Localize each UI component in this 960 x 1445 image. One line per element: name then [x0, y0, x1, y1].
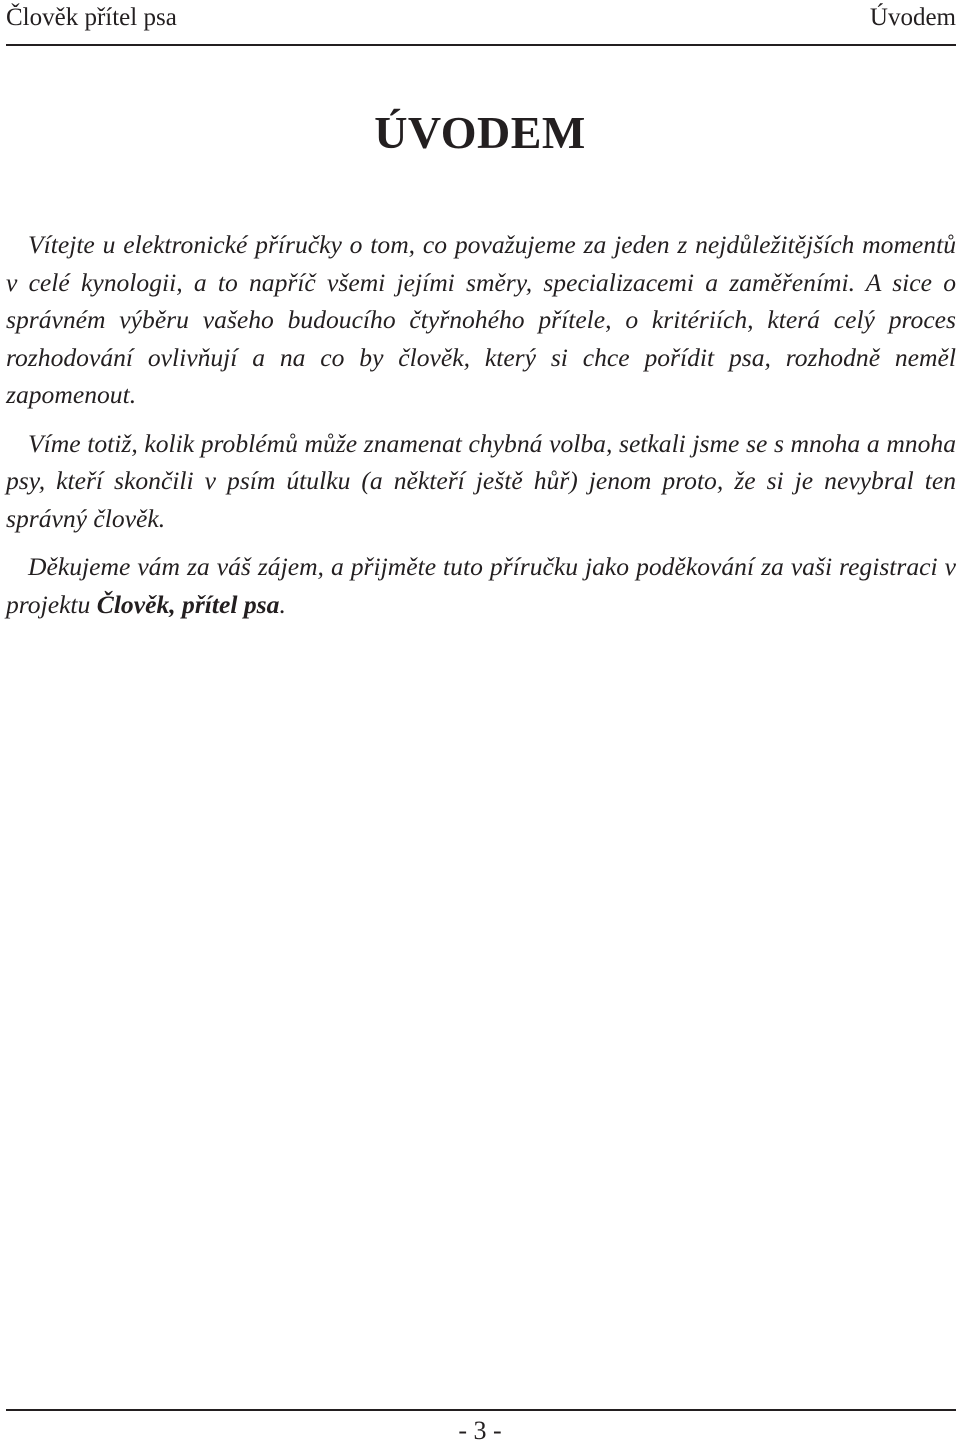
- thanks-text: Děkujeme vám za váš zájem, a přijměte tuto příručku jako poděkování za vaši registraci v projektu: [6, 552, 956, 619]
- chapter-title: ÚVODEM: [374, 107, 586, 158]
- page-number: - 3 -: [458, 1416, 502, 1445]
- paragraph-problems: Víme totiž, kolik problémů může znamenat chybná volba, setkali jsme se s mnoha a mnoha psy, kteří skončili v psím útulku (a někteří ještě hůř) jenom proto, že si je nevybral ten správný člověk.: [6, 428, 956, 533]
- header-book-title: Člověk přítel psa: [6, 4, 177, 31]
- paragraph-thanks: [6, 548, 956, 623]
- paragraph-intro: Vítejte u elektronické příručky o tom, co považujeme za jeden z nejdůležitějších momentů v celé kynologii, a to napříč všemi jejími směry, specializacemi a zaměřeními. A sice o správném výběru vašeho budoucího čtyřnohého přítele, o kritériích, která celý proces rozhodování ovlivňují a na co by člověk, který si chce pořídit psa, rozhodně neměl zapomenout.: [6, 230, 956, 409]
- header-chapter-title: Úvodem: [869, 4, 956, 31]
- chapter-body: [6, 226, 956, 634]
- project-name: Člověk, přítel psa: [96, 589, 280, 619]
- running-header: [6, 0, 956, 46]
- footer-rule: [6, 1409, 956, 1411]
- thanks-end: .: [279, 589, 286, 619]
